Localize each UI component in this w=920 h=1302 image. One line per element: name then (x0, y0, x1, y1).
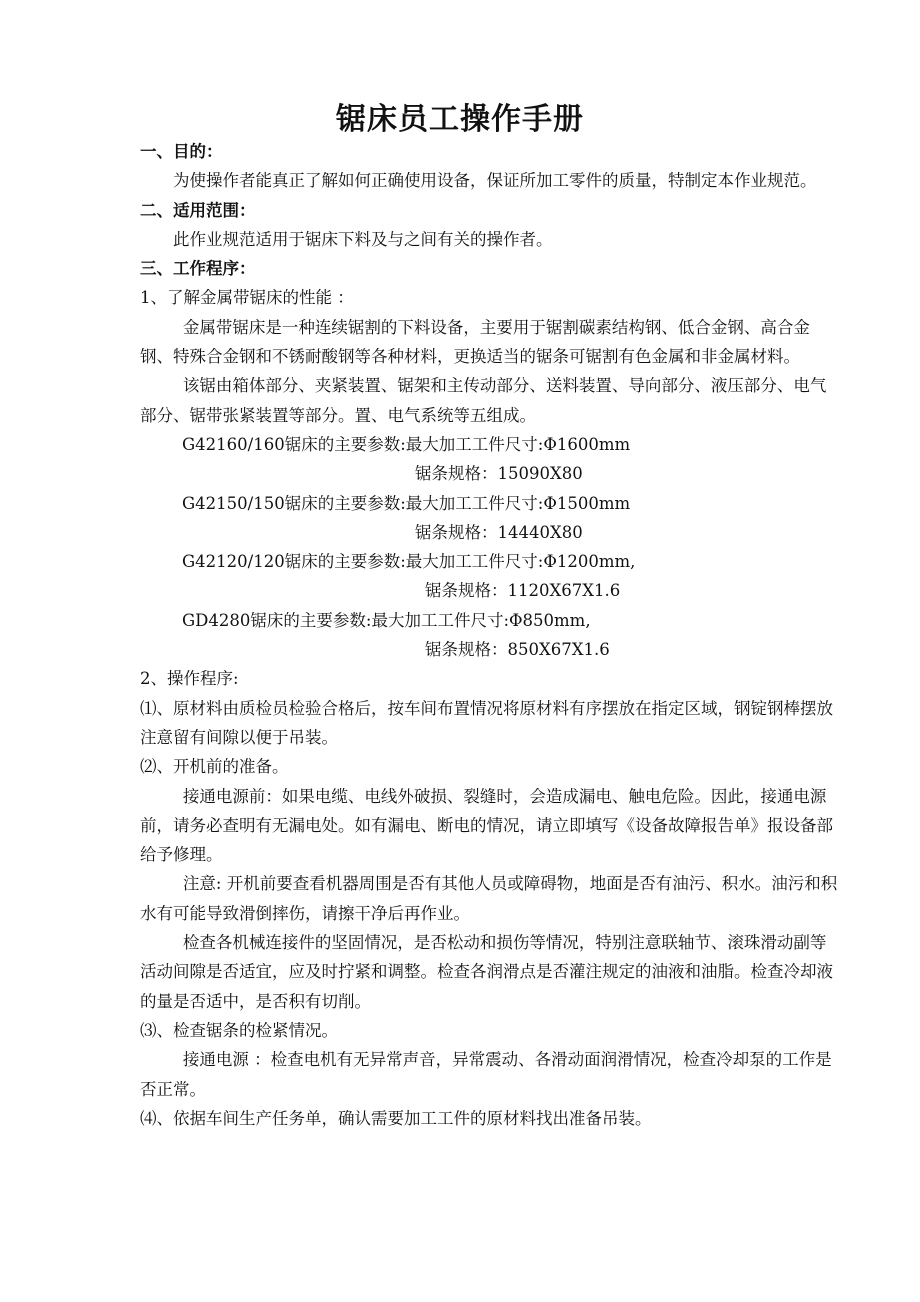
paragraph-saw-description: 金属带锯床是一种连续锯割的下料设备，主要用于锯割碳素结构钢、低合金钢、高合金钢、特殊合金钢和不锈耐酸钢等各种材料，更换适当的锯条可锯割有色金属和非金属材料。 (140, 317, 810, 367)
param-model-line: GD4280锯床的主要参数:最大加工工件尺寸:Φ850mm, (182, 610, 591, 630)
param-model-line: G42150/150锯床的主要参数:最大加工工件尺寸:Φ1500mm (182, 493, 631, 513)
subsection-operation-procedure: 2、操作程序: (140, 669, 239, 689)
paragraph-saw-components: 该锯由箱体部分、夹紧装置、锯架和主传动部分、送料装置、导向部分、液压部分、电气部分、锯带张紧装置等部分。置、电气系统等五组成。 (140, 376, 827, 425)
paragraph-mechanical-check: 检查各机械连接件的坚固情况，是否松动和损伤等情况，特别注意联轴节、滚珠滑动副等活动间隙是否适宜，应及时拧紧和调整。检查各润滑点是否灌注规定的油液和油脂。检查冷却液的量是否适中，是否积有切削。 (140, 933, 833, 1011)
scope-text: 此作业规范适用于锯床下料及与之间有关的操作者。 (173, 229, 553, 249)
document-body (140, 137, 840, 1133)
param-blade-line: 锯条规格：14440X80 (415, 522, 583, 542)
section-heading-procedure: 三、工作程序： (140, 259, 256, 279)
subsection-saw-performance: 1、了解金属带锯床的性能 ： (140, 288, 354, 308)
paragraph-safety-note: 注意: 开机前要查看机器周围是否有其他人员或障碍物，地面是否有油污、积水。油污和积水有可能导致滑倒摔伤，请擦干净后再作业。 (140, 874, 838, 923)
section-heading-purpose: 一、目的： (140, 142, 223, 161)
param-model-line: G42160/160锯床的主要参数:最大加工工件尺寸:Φ1600mm (182, 434, 631, 454)
purpose-text: 为使操作者能真正了解如何正确使用设备，保证所加工零件的质量，特制定本作业规范。 (173, 171, 817, 191)
paragraph-power-check: 接通电源前：如果电缆、电线外破损、裂缝时，会造成漏电、触电危险。因此，接通电源前，请务必查明有无漏电处。如有漏电、断电的情况，请立即填写《设备故障报告单》报设备部给予修理。 (140, 786, 833, 865)
param-blade-line: 锯条规格：15090X80 (415, 464, 583, 484)
param-model-line: G42120/120锯床的主要参数:最大加工工件尺寸:Φ1200mm, (182, 552, 636, 572)
section-heading-scope: 二、适用范围： (140, 200, 256, 220)
document-title: 锯床员工操作手册 (336, 102, 584, 137)
step-blade-tension: ⑶、检查锯条的检紧情况。 (140, 1020, 338, 1040)
param-blade-line: 锯条规格：1120X67X1.6 (425, 581, 621, 601)
step-raw-material: ⑴、原材料由质检员检验合格后，按车间布置情况将原材料有序摆放在指定区域，钢锭钢棒摆放注意留有间隙以便于吊装。 (140, 698, 833, 747)
step-preparation: ⑵、开机前的准备。 (140, 757, 289, 777)
paragraph-power-on-check: 接通电源 ：检查电机有无异常声音，异常震动、各滑动面润滑情况，检查冷却泵的工作是否正常。 (140, 1050, 832, 1099)
param-blade-line: 锯条规格：850X67X1.6 (425, 640, 610, 660)
step-material-hoisting: ⑷、依据车间生产任务单，确认需要加工工件的原材料找出准备吊装。 (140, 1108, 652, 1128)
